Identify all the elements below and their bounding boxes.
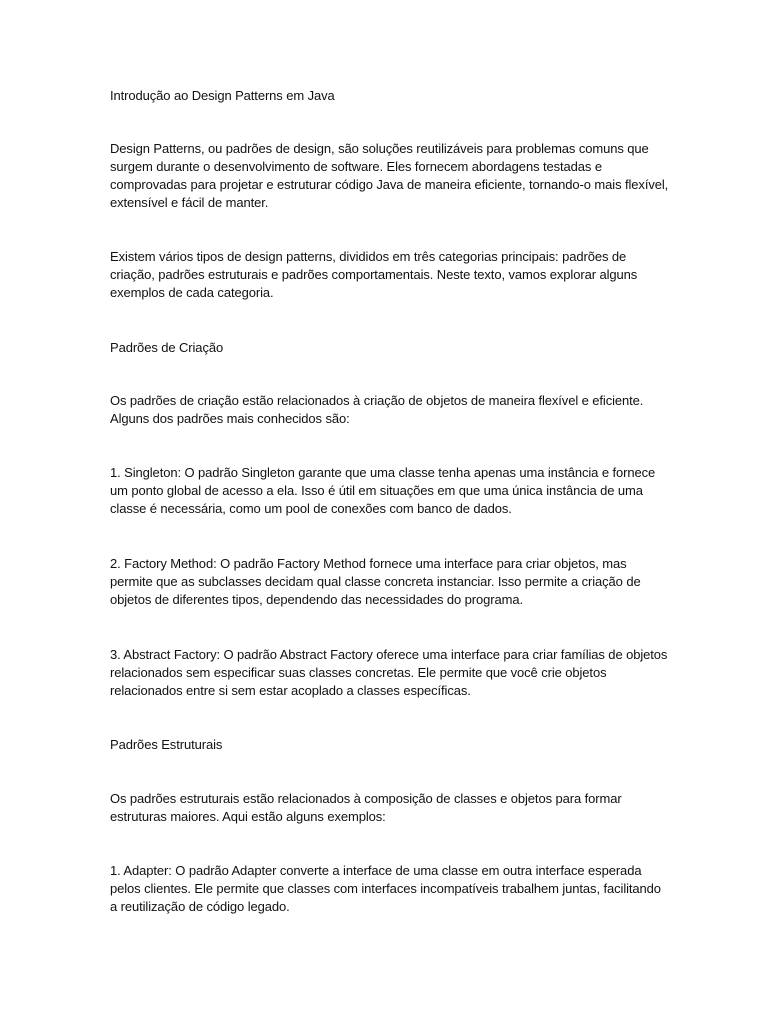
factory-method-paragraph: 2. Factory Method: O padrão Factory Method fornece uma interface para criar objetos, mas permite que as subclasses decidam qual classe concreta instanciar. Isso permite a criação de objetos de diferentes tipos, dependendo das necessidades do programa. — [110, 556, 641, 607]
singleton-paragraph: 1. Singleton: O padrão Singleton garante que uma classe tenha apenas uma instância e fornece um ponto global de acesso a ela. Isso é útil em situações em que uma única instância de uma classe é necessária, como um pool de conexões com banco de dados. — [110, 465, 656, 516]
categories-paragraph: Existem vários tipos de design patterns, divididos em três categorias principais: padrões de criação, padrões estruturais e padrões comportamentais. Neste texto, vamos explorar alguns exemplos de cada categoria. — [110, 249, 638, 300]
adapter-paragraph: 1. Adapter: O padrão Adapter converte a interface de uma classe em outra interface esperada pelos clientes. Ele permite que classes com interfaces incompatíveis trabalhem juntas, facilitando a reutilização de código legado. — [110, 863, 661, 914]
section-heading-creational: Padrões de Criação — [110, 340, 224, 355]
section-heading-structural: Padrões Estruturais — [110, 737, 223, 752]
structural-intro-paragraph: Os padrões estruturais estão relacionados à composição de classes e objetos para formar estruturas maiores. Aqui estão alguns exemplos: — [110, 791, 622, 824]
creational-intro-paragraph: Os padrões de criação estão relacionados à criação de objetos de maneira flexível e eficiente. Alguns dos padrões mais conhecidos são: — [110, 393, 644, 426]
abstract-factory-paragraph: 3. Abstract Factory: O padrão Abstract Factory oferece uma interface para criar famílias de objetos relacionados sem especificar suas classes concretas. Ele permite que você crie objetos relacionados entre si sem estar acoplado a classes específicas. — [110, 647, 668, 698]
document-title: Introdução ao Design Patterns em Java — [110, 88, 335, 103]
intro-paragraph: Design Patterns, ou padrões de design, são soluções reutilizáveis para problemas comuns que surgem durante o desenvolvimento de software. Eles fornecem abordagens testadas e comprovadas para projetar e estruturar código Java de maneira eficiente, tornando-o mais flexível, extensível e fácil de manter. — [110, 141, 669, 210]
